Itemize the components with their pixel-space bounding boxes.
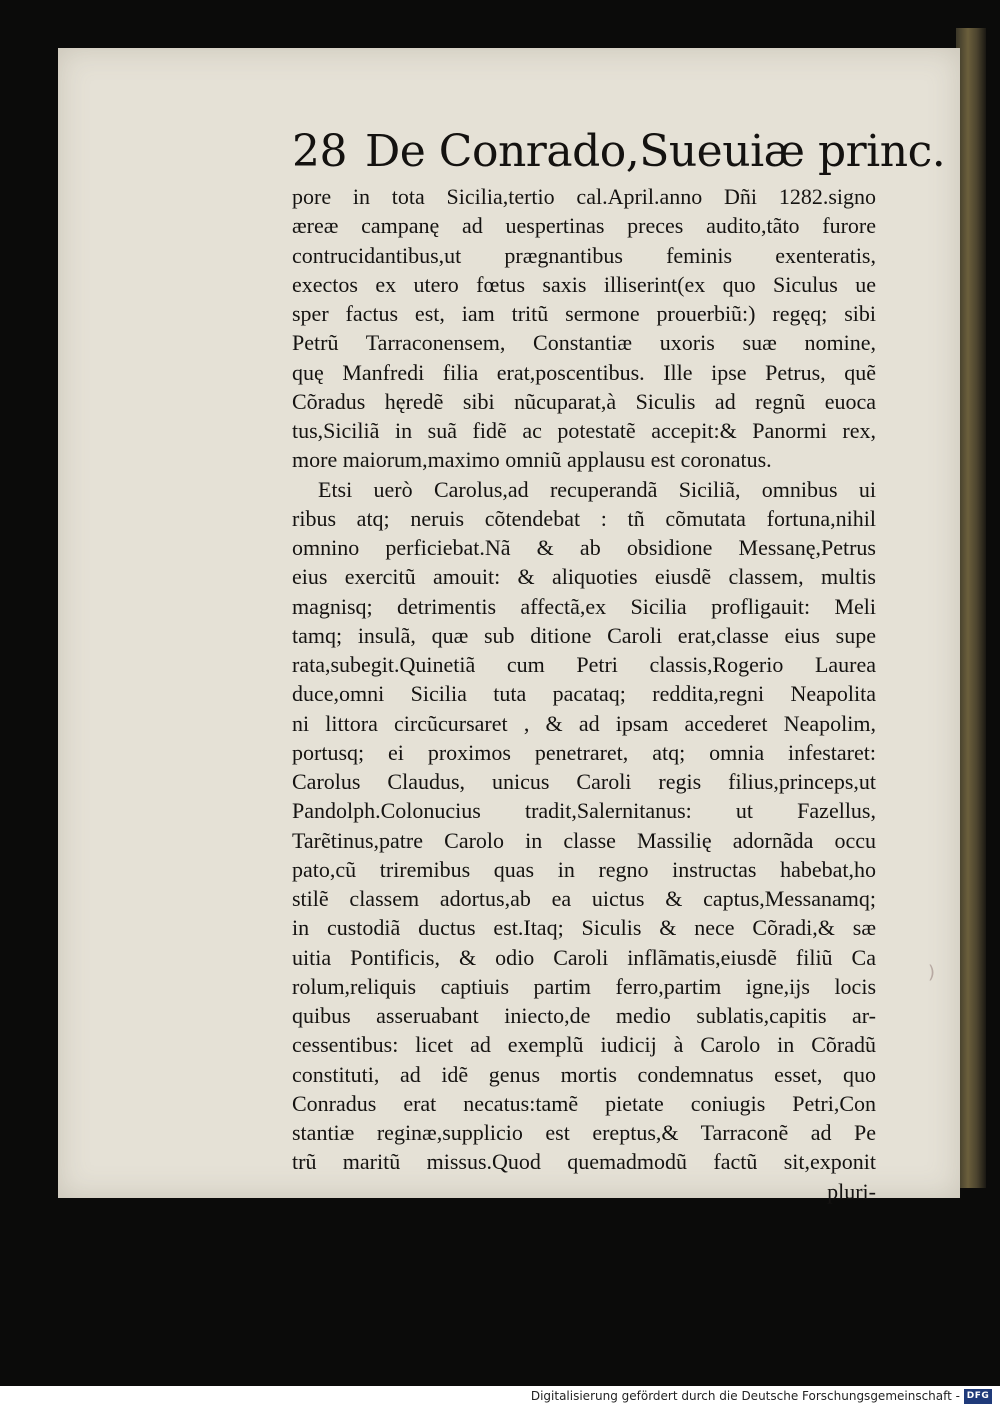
- text-line: quę Manfredi filia erat,poscentibus. Ille ipse Petrus, quẽ: [292, 359, 876, 385]
- page-number: 28: [292, 126, 347, 177]
- running-title: De Conrado,Sueuiæ princ.: [365, 126, 946, 177]
- margin-bracket-mark: ): [928, 962, 936, 983]
- text-line: stantiæ reginæ,supplicio est ereptus,& Tarraconẽ ad Pe: [292, 1120, 876, 1145]
- text-line: uitia Pontificis, & odio Caroli inflãmatis,eiusdẽ filiũ Ca: [292, 944, 876, 970]
- text-line: portusq; ei proximos penetraret, atq; omnia infestaret:: [292, 739, 876, 765]
- dfg-logo: DFG: [964, 1389, 992, 1404]
- text-line: Conradus erat necatus:tamẽ pietate coniugis Petri,Con: [292, 1090, 876, 1116]
- text-line: Carolus Claudus, unicus Caroli regis filius,princeps,ut: [292, 769, 876, 794]
- text-line: cessentibus: licet ad exemplũ iudicij à Carolo in Cõradũ: [292, 1032, 876, 1058]
- body-text: [292, 182, 876, 1206]
- text-line: exectos ex utero fœtus saxis illiserint(ex quo Siculus ue: [292, 271, 876, 297]
- text-line: Etsi uerò Carolus,ad recuperandã Siciliã, omnibus ui: [318, 476, 876, 502]
- text-line: quibus asseruabant iniecto,de medio sublatis,capitis ar-: [292, 1003, 876, 1028]
- text-line: more maiorum,maximo omniũ applausu est coronatus.: [292, 447, 772, 473]
- text-line: Petrũ Tarraconensem, Constantiæ uxoris suæ nomine,: [292, 330, 876, 356]
- text-line: stilẽ classem adortus,ab ea uictus & captus,Messanamq;: [292, 886, 876, 911]
- text-line: magnisq; detrimentis affectã,ex Sicilia profligauit: Meli: [292, 593, 876, 619]
- catchword: pluri-: [827, 1178, 876, 1204]
- text-line: Pandolph.Colonucius tradit,Salernitanus: ut Fazellus,: [292, 798, 876, 824]
- text-line: eius exercitũ amouit: & aliquoties eiusdẽ classem, multis: [292, 564, 876, 590]
- text-line: ni littora circũcursaret , & ad ipsam accederet Neapolim,: [292, 710, 876, 736]
- text-line: in custodiã ductus est.Itaq; Siculis & nece Cõradi,& sæ: [292, 915, 876, 941]
- text-line: Cõradus hęredẽ sibi nũcuparat,à Siculis ad regnũ euoca: [292, 388, 876, 414]
- text-line: Tarẽtinus,patre Carolo in classe Massilię adornãda occu: [292, 827, 876, 853]
- footer-credit: Digitalisierung gefördert durch die Deutsche Forschungsgemeinschaft -: [530, 1389, 960, 1403]
- text-line: tamq; insulã, quæ sub ditione Caroli erat,classe eius supe: [292, 622, 876, 648]
- text-line: contrucidantibus,ut prægnantibus feminis exenteratis,: [292, 242, 876, 268]
- text-line: tus,Siciliã in suã fidẽ ac potestatẽ accepit:& Panormi rex,: [292, 418, 876, 443]
- text-line: pato,cũ triremibus quas in regno instructas habebat,ho: [292, 856, 876, 882]
- text-line: rata,subegit.Quinetiã cum Petri classis,Rogerio Laurea: [292, 652, 876, 677]
- text-line: æreæ campanę ad uespertinas preces audito,tãto furore: [292, 213, 876, 239]
- text-line: sper factus est, iam tritũ sermone prouerbiũ:) regęq; sibi: [292, 301, 876, 326]
- running-head: [292, 126, 946, 178]
- text-line: trũ maritũ missus.Quod quemadmodũ factũ sit,exponit: [292, 1149, 876, 1175]
- digitization-footer: [0, 1386, 1000, 1408]
- text-line: pore in tota Sicilia,tertio cal.April.anno Dñi 1282.signo: [292, 184, 876, 209]
- page-edge: [956, 28, 986, 1188]
- text-line: ribus atq; neruis cõtendebat : tñ cõmutata fortuna,nihil: [292, 505, 876, 531]
- text-line: constituti, ad idẽ genus mortis condemnatus esset, quo: [292, 1061, 876, 1087]
- text-line: rolum,reliquis captiuis partim ferro,partim igne,ijs locis: [292, 973, 876, 999]
- text-line: omnino perficiebat.Nã & ab obsidione Messanę,Petrus: [292, 535, 876, 560]
- text-line: duce,omni Sicilia tuta pacataq; reddita,regni Neapolita: [292, 681, 876, 707]
